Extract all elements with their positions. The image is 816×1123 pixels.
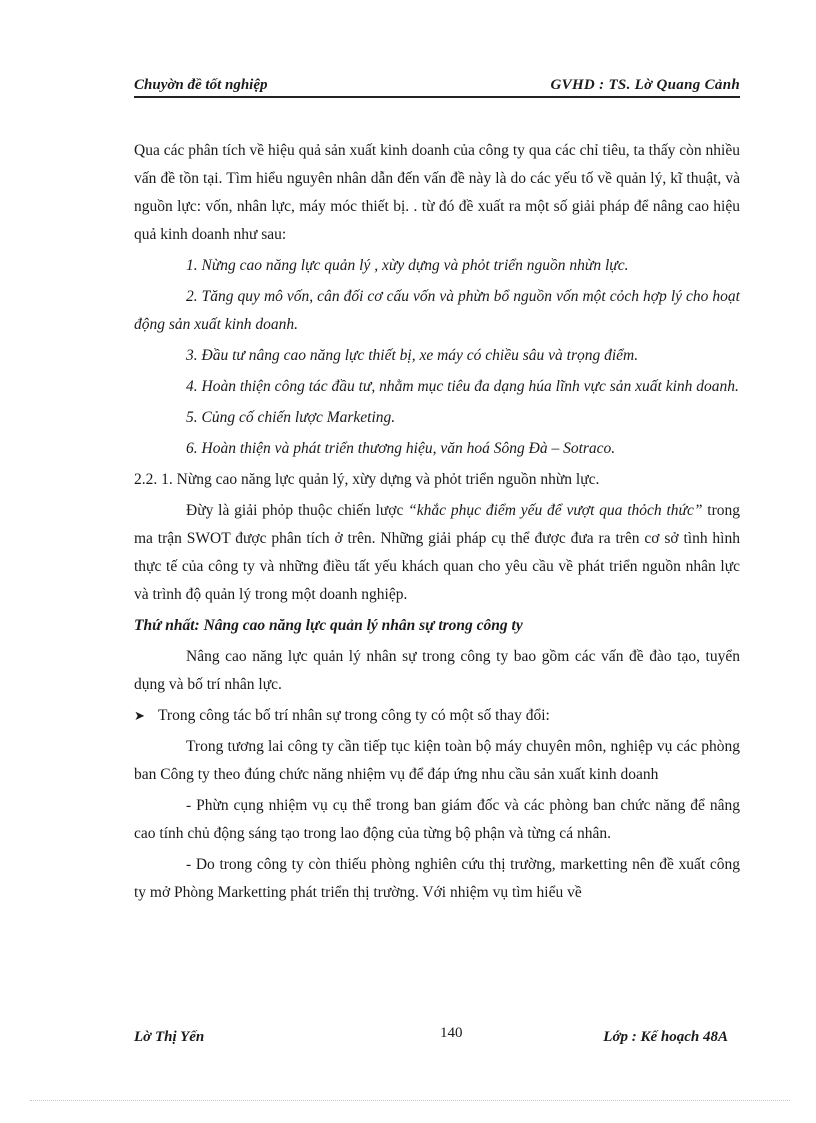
footer-author: Lờ Thị Yến bbox=[134, 1029, 205, 1045]
future-paragraph: Trong tương lai công ty cần tiếp tục kiện toàn bộ máy chuyên môn, nghiệp vụ các phòng ban Công ty theo đúng chức năng nhiệm vụ để đáp ứng nhu cầu sản xuất kinh doanh bbox=[134, 738, 740, 783]
swot-strategy-quote: “khắc phục điểm yếu để vượt qua thỏch thức” bbox=[408, 502, 703, 519]
solution-item-3: 3. Đầu tư nâng cao năng lực thiết bị, xe máy có chiều sâu và trọng điểm. bbox=[186, 347, 639, 364]
page-number: 140 bbox=[440, 1025, 463, 1041]
bullet-text: Trong công tác bố trí nhân sự trong công ty có một số thay đổi: bbox=[158, 707, 550, 724]
solution-description-pre: Đừy là giải phỏp thuộc chiến lược bbox=[186, 502, 409, 519]
dash-paragraph-1: - Phừn cụng nhiệm vụ cụ thể trong ban giám đốc và các phòng ban chức năng để nâng cao tính chủ động sáng tạo trong lao động của từng bộ phận và từng cá nhân. bbox=[134, 797, 740, 842]
intro-paragraph: Qua các phân tích về hiệu quả sản xuất kinh doanh của công ty qua các chỉ tiêu, ta thấy còn nhiều vấn đề tồn tại. Tìm hiểu nguyên nhân dẫn đến vấn đề này là do các yếu tố về quản lý, kĩ thuật, và nguồn lực: vốn, nhân lực, máy móc thiết bị. . từ đó đề xuất ra một số giải pháp để nâng cao hiệu quả kinh doanh như sau: bbox=[134, 142, 740, 243]
solution-item-4: 4. Hoàn thiện công tác đầu tư, nhằm mục tiêu đa dạng húa lĩnh vực sản xuất kinh doanh. bbox=[186, 378, 739, 395]
solution-description-post: trong ma trận SWOT được phân tích ở trên. Những giải pháp cụ thể được đưa ra trên cơ sở tình hình thực tế của công ty và những điều tất yếu khách quan cho yêu cầu về phát triển nguồn nhân lực và trình độ quản lý trong một doanh nghiệp. bbox=[134, 502, 741, 603]
section-heading: 2.2. 1. Nừng cao năng lực quản lý, xừy dựng và phỏt triển nguồn nhừn lực. bbox=[134, 471, 600, 488]
page-bottom-divider bbox=[30, 1100, 790, 1101]
page-body bbox=[134, 137, 740, 907]
subheading-first: Thứ nhất: Nâng cao năng lực quản lý nhân sự trong công ty bbox=[134, 617, 523, 634]
bullet-item bbox=[134, 702, 740, 730]
solution-description-paragraph bbox=[134, 497, 740, 609]
arrow-bullet-icon: ➤ bbox=[134, 708, 145, 723]
header-supervisor: GVHD : TS. Lờ Quang Cảnh bbox=[550, 77, 740, 93]
solution-item-6: 6. Hoàn thiện và phát triển thương hiệu, văn hoá Sông Đà – Sotraco. bbox=[186, 440, 616, 457]
header-thesis-title: Chuyờn đề tốt nghiệp bbox=[134, 77, 268, 93]
solution-item-5: 5. Củng cố chiến lược Marketing. bbox=[186, 409, 396, 426]
footer-class: Lớp : Kế hoạch 48A bbox=[603, 1029, 728, 1045]
hr-paragraph: Nâng cao năng lực quản lý nhân sự trong công ty bao gồm các vấn đề đào tạo, tuyển dụng và bố trí nhân lực. bbox=[134, 648, 740, 693]
page-header bbox=[134, 72, 740, 98]
dash-paragraph-2: - Do trong công ty còn thiếu phòng nghiên cứu thị trường, marketting nên đề xuất công ty mở Phòng Marketting phát triển thị trường. Với nhiệm vụ tìm hiểu về bbox=[134, 856, 740, 901]
page-footer bbox=[134, 1025, 740, 1049]
solution-item-2: 2. Tăng quy mô vốn, cân đối cơ cấu vốn và phừn bổ nguồn vốn một cỏch hợp lý cho hoạt động sản xuất kinh doanh. bbox=[134, 288, 740, 333]
solution-item-1: 1. Nừng cao năng lực quản lý , xừy dựng và phỏt triển nguồn nhừn lực. bbox=[186, 257, 629, 274]
